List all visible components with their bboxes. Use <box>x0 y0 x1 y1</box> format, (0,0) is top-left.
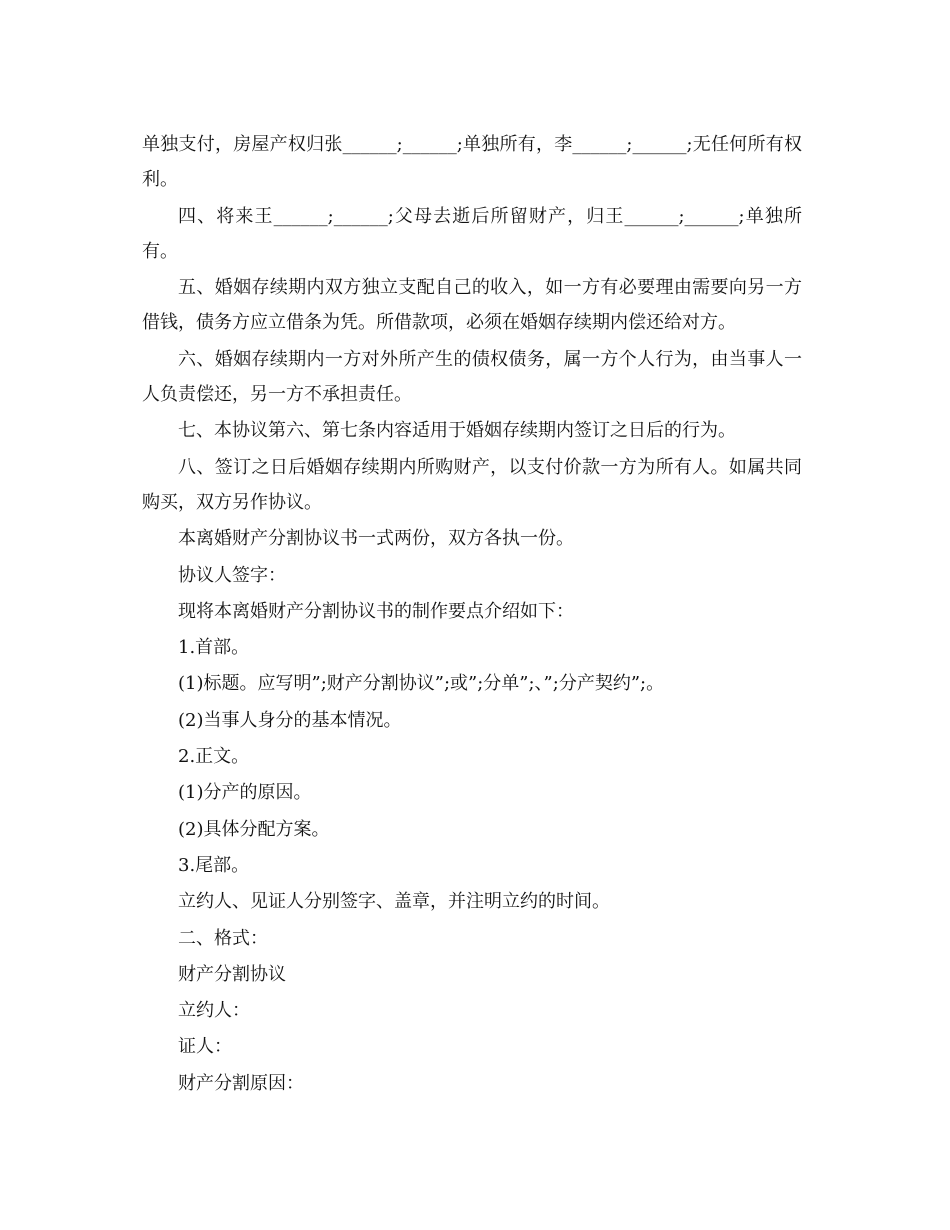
paragraph-heading-header: 1.首部。 <box>178 637 250 659</box>
paragraph-clause-6: 六、婚姻存续期内一方对外所产生的债权债务，属一方个人行为，由当事人一人负责偿还，另一方不承担责任。 <box>142 348 802 406</box>
paragraph-clause-7: 七、本协议第六、第七条内容适用于婚姻存续期内签订之日后的行为。 <box>178 420 736 442</box>
paragraph-title-item: (1)标题。应写明”;财产分割协议”;或”;分单”;、”;分产契约”;。 <box>178 673 665 695</box>
paragraph-clause-4: 四、将来王______;______;父母去逝后所留财产，归王______;______;单独所有。 <box>142 205 802 262</box>
paragraph-witness-field: 证人： <box>178 1036 232 1058</box>
paragraph-clause-8: 八、签订之日后婚姻存续期内所购财产，以支付价款一方为所有人。如属共同购买，双方另作协议。 <box>142 456 802 513</box>
paragraph-intro-points: 现将本离婚财产分割协议书的制作要点介绍如下： <box>178 600 574 622</box>
paragraph-continuation-property-title: 单独支付，房屋产权归张______;______;单独所有，李______;______;无任何所有权利。 <box>142 134 802 191</box>
paragraph-reason-field: 财产分割原因： <box>178 1072 304 1094</box>
paragraph-clause-5: 五、婚姻存续期内双方独立支配自己的收入，如一方有必要理由需要向另一方借钱，债务方应立借条为凭。所借款项，必须在婚姻存续期内偿还给对方。 <box>142 277 802 334</box>
paragraph-plan-item: (2)具体分配方案。 <box>178 818 330 840</box>
paragraph-agreement-title: 财产分割协议 <box>178 963 286 985</box>
paragraph-format-heading: 二、格式： <box>178 927 268 949</box>
paragraph-signature: 协议人签字： <box>178 564 286 586</box>
paragraph-parties-item: (2)当事人身分的基本情况。 <box>178 709 402 731</box>
paragraph-party-field: 立约人： <box>178 1000 250 1022</box>
document-body <box>142 127 802 1102</box>
paragraph-heading-body: 2.正文。 <box>178 746 250 768</box>
paragraph-heading-footer: 3.尾部。 <box>178 854 250 876</box>
paragraph-footer-signing: 立约人、见证人分别签字、盖章，并注明立约的时间。 <box>178 891 610 913</box>
paragraph-reason-item: (1)分产的原因。 <box>178 782 312 804</box>
paragraph-copies: 本离婚财产分割协议书一式两份，双方各执一份。 <box>178 528 574 550</box>
